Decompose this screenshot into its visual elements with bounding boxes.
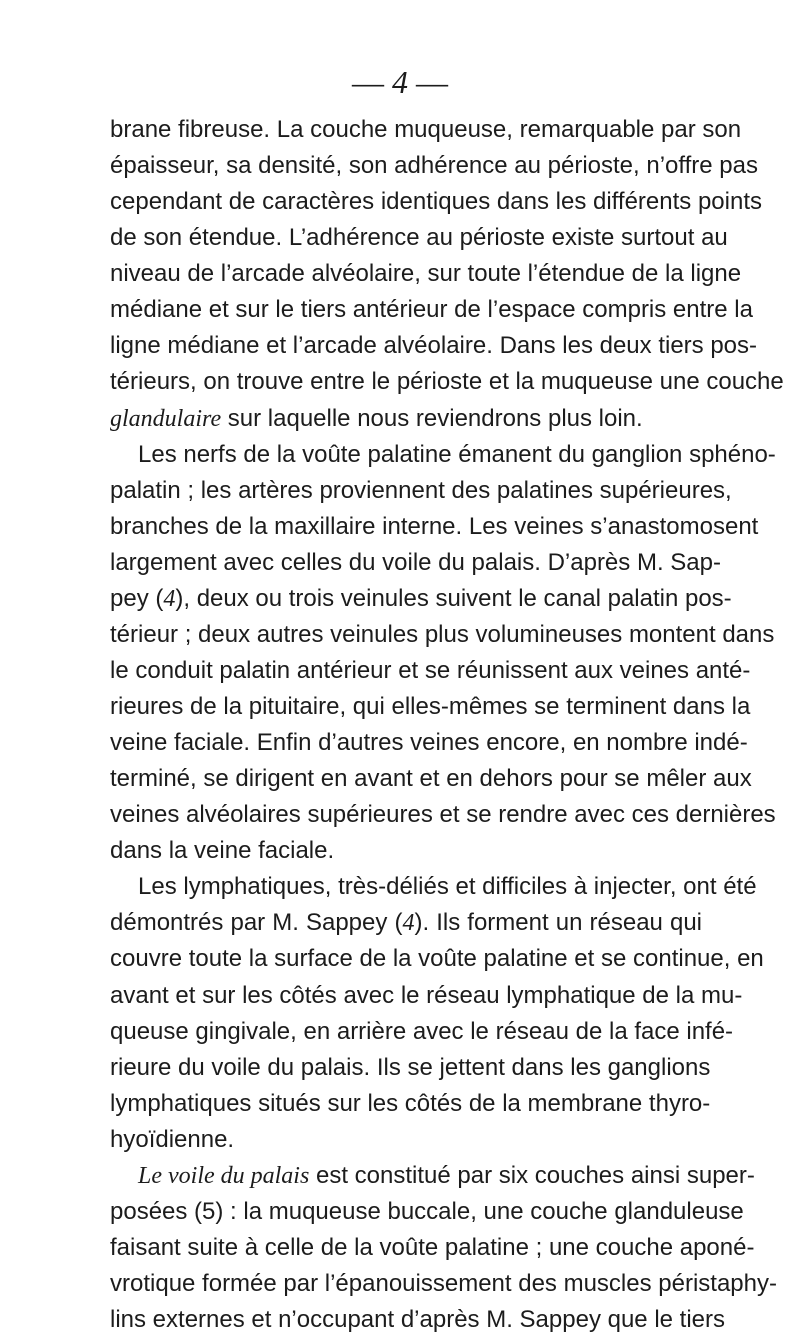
text-line: niveau de l’arcade alvéolaire, sur toute l’étendue de la ligne	[110, 260, 742, 288]
text-fragment: ). Ils forment un réseau qui	[414, 909, 703, 937]
text-line: vrotique formée par l’épanouissement des muscles péristaphy-	[110, 1270, 777, 1297]
text-fragment: sur laquelle nous reviendrons plus loin.	[221, 404, 643, 432]
text-line	[110, 905, 702, 941]
paragraph-start-line: Les lymphatiques, très-déliés et difficiles à injecter, ont été	[138, 873, 757, 901]
page-number-dash-left: —	[352, 64, 384, 100]
text-line: médiane et sur le tiers antérieur de l’espace compris entre la	[110, 296, 753, 324]
text-line: faisant suite à celle de la voûte palatine ; une couche aponé-	[110, 1233, 755, 1261]
text-line: cependant de caractères identiques dans les différents points	[110, 188, 762, 216]
text-line: hyoïdienne.	[110, 1125, 235, 1153]
text-line: rieures de la pituitaire, qui elles-mêmes se terminent dans la	[110, 693, 751, 720]
text-line: lins externes et n’occupant d’après M. Sappey que le tiers	[110, 1306, 726, 1334]
text-line: ligne médiane et l’arcade alvéolaire. Dans les deux tiers pos-	[110, 332, 758, 360]
text-line	[110, 401, 702, 437]
paragraph-start-line	[110, 1158, 755, 1194]
body-text	[110, 112, 784, 1338]
text-fragment: démontrés par M. Sappey (	[110, 909, 403, 937]
text-line: dans la veine faciale.	[110, 837, 335, 865]
text-line: avant et sur les côtés avec le réseau lymphatique de la mu-	[110, 981, 743, 1009]
text-line: veine faciale. Enfin d’autres veines encore, en nombre indé-	[110, 729, 748, 757]
text-line: le conduit palatin antérieur et se réunissent aux veines anté-	[110, 656, 751, 684]
page-number-value: 4	[392, 64, 408, 100]
footnote-reference: 4	[402, 910, 415, 937]
text-fragment: ), deux ou trois veinules suivent le canal palatin pos-	[175, 584, 732, 612]
text-line: largement avec celles du voile du palais. D’après M. Sap-	[110, 548, 721, 576]
text-line: térieur ; deux autres veinules plus volumineuses montent dans	[110, 620, 775, 648]
paragraph-start-line: Les nerfs de la voûte palatine émanent du ganglion sphéno-	[138, 440, 776, 468]
page-number	[0, 62, 800, 102]
text-line: épaisseur, sa densité, son adhérence au périoste, n’offre pas	[110, 152, 758, 180]
text-line: brane fibreuse. La couche muqueuse, remarquable par son	[110, 116, 742, 143]
text-line: couvre toute la surface de la voûte palatine et se continue, en	[110, 945, 764, 973]
italic-term: glandulaire	[110, 405, 222, 432]
text-line: terminé, se dirigent en avant et en dehors pour se mêler aux	[110, 765, 752, 793]
italic-term: Le voile du palais	[138, 1162, 310, 1189]
text-line: veines alvéolaires supérieures et se rendre avec ces dernières	[110, 801, 776, 829]
text-line: palatin ; les artères proviennent des palatines supérieures,	[110, 476, 732, 504]
text-line: de son étendue. L’adhérence au périoste existe surtout au	[110, 224, 728, 252]
text-fragment: est constitué par six couches ainsi super-	[309, 1161, 755, 1189]
text-line: térieurs, on trouve entre le périoste et la muqueuse une couche	[110, 368, 784, 396]
text-line: queuse gingivale, en arrière avec le réseau de la face infé-	[110, 1017, 734, 1045]
text-line: branches de la maxillaire interne. Les veines s’anastomosent	[110, 512, 759, 540]
page-number-dash-right: —	[416, 64, 448, 100]
text-line	[110, 581, 732, 617]
text-line: posées (5) : la muqueuse buccale, une couche glanduleuse	[110, 1197, 744, 1225]
footnote-reference: 4	[163, 585, 176, 612]
text-fragment: pey (	[110, 584, 164, 612]
text-line: rieure du voile du palais. Ils se jettent dans les ganglions	[110, 1053, 711, 1081]
text-line: lymphatiques situés sur les côtés de la membrane thyro-	[110, 1089, 711, 1117]
